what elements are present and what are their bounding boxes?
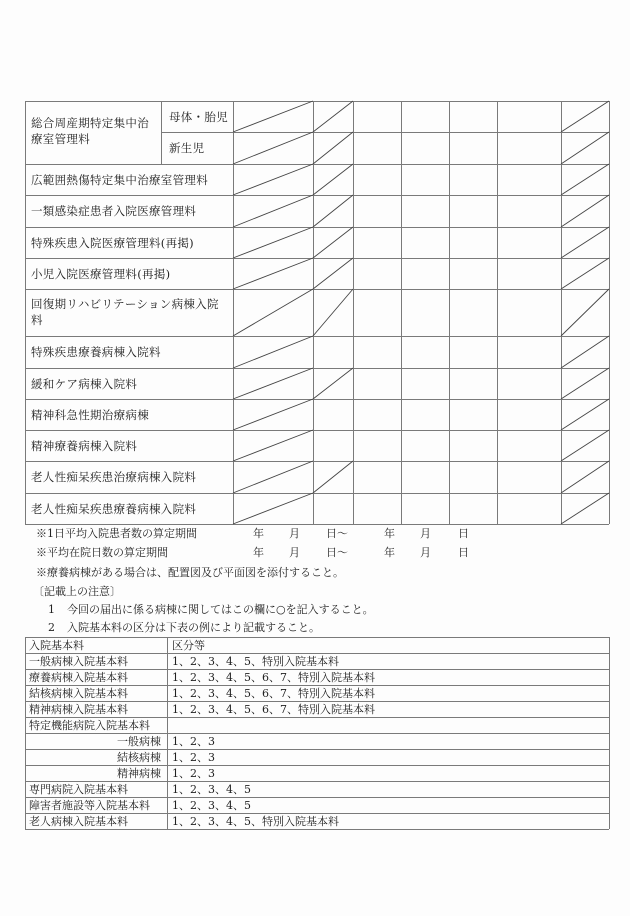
row-divider	[25, 101, 609, 102]
instruction-text: 今回の届出に係る病棟に関してはこの欄に○を記入すること。	[67, 603, 374, 616]
row-label: 精神科急性期治療病棟	[31, 407, 149, 422]
category-value: 1、2、3、4、5、6、7、特別入院基本料	[172, 703, 375, 716]
basic-fee-name: 結核病棟入院基本料	[29, 687, 128, 700]
category-value: 1、2、3、4、5、特別入院基本料	[172, 815, 339, 828]
period-note-label: ※平均在院日数の算定期間	[36, 546, 168, 559]
column-divider	[167, 637, 168, 829]
row-label: 特殊疾患療養病棟入院料	[31, 345, 161, 359]
row-label: 老人性痴呆疾患治療病棟入院料	[31, 470, 197, 484]
row-divider	[25, 430, 609, 431]
row-divider	[25, 733, 609, 734]
basic-fee-name: 障害者施設等入院基本料	[29, 799, 150, 812]
date-unit-label: 年	[384, 546, 395, 559]
date-unit-label: 日	[458, 527, 469, 540]
row-label-perinatal-icu: 総合周産期特定集中治療室管理料	[31, 116, 149, 146]
category-value: 1、2、3、4、5、6、7、特別入院基本料	[172, 671, 375, 684]
row-divider	[25, 258, 609, 259]
date-unit-label: 日〜	[326, 527, 348, 540]
row-divider	[25, 524, 609, 525]
column-divider	[609, 101, 610, 524]
category-value: 1、2、3、4、5、特別入院基本料	[172, 655, 339, 668]
category-value: 1、2、3、4、5	[172, 783, 251, 796]
attachment-note: ※療養病棟がある場合は、配置図及び平面図を添付すること。	[36, 566, 344, 579]
row-sublabel: 母体・胎児	[169, 109, 228, 124]
date-unit-label: 月	[420, 527, 431, 540]
row-divider	[25, 164, 609, 165]
row-label: 回復期リハビリテーション病棟入院料	[31, 297, 219, 327]
row-divider	[25, 461, 609, 462]
basic-fee-name: 老人病棟入院基本料	[29, 815, 128, 828]
category-value: 1、2、3、4、5	[172, 799, 251, 812]
basic-fee-name: 特定機能病院入院基本料	[29, 719, 150, 732]
header-category: 区分等	[172, 639, 205, 652]
row-divider	[25, 637, 609, 638]
row-divider	[25, 749, 609, 750]
row-label: 小児入院医療管理料(再掲)	[31, 266, 171, 281]
date-unit-label: 月	[420, 546, 431, 559]
period-note-label: ※1日平均入院患者数の算定期間	[36, 527, 197, 540]
basic-fee-name: 結核病棟	[117, 751, 161, 764]
basic-fee-name: 一般病棟	[117, 735, 161, 748]
basic-fee-name: 専門病院入院基本料	[29, 783, 128, 796]
date-unit-label: 日〜	[326, 546, 348, 559]
instructions-heading: 〔記載上の注意〕	[33, 585, 121, 598]
basic-fee-name: 一般病棟入院基本料	[29, 655, 128, 668]
row-divider	[25, 765, 609, 766]
column-divider	[609, 637, 610, 829]
date-unit-label: 年	[253, 546, 264, 559]
date-unit-label: 年	[384, 527, 395, 540]
header-basic-fee: 入院基本料	[29, 639, 84, 652]
row-divider	[161, 132, 609, 133]
row-divider	[25, 399, 609, 400]
row-divider	[25, 829, 609, 830]
category-value: 1、2、3	[172, 735, 215, 748]
row-label: 緩和ケア病棟入院料	[31, 376, 138, 391]
date-unit-label: 年	[253, 527, 264, 540]
instruction-number: 2	[48, 621, 55, 634]
category-value: 1、2、3	[172, 767, 215, 780]
instruction-number: 1	[48, 603, 55, 616]
column-divider	[25, 637, 26, 829]
instruction-text: 入院基本料の区分は下表の例により記載すること。	[67, 621, 320, 634]
row-label: 特殊疾患入院医療管理料(再掲)	[31, 235, 194, 250]
row-divider	[25, 195, 609, 196]
basic-fee-name: 療養病棟入院基本料	[29, 671, 128, 684]
date-unit-label: 月	[289, 546, 300, 559]
row-divider	[25, 227, 609, 228]
date-unit-label: 日	[458, 546, 469, 559]
row-divider	[25, 289, 609, 290]
row-sublabel: 新生児	[169, 141, 205, 155]
category-value: 1、2、3、4、5、6、7、特別入院基本料	[172, 687, 375, 700]
row-label: 老人性痴呆疾患療養病棟入院料	[31, 501, 197, 516]
row-divider	[25, 336, 609, 337]
row-divider	[25, 368, 609, 369]
row-label: 精神療養病棟入院料	[31, 438, 138, 453]
row-label: 広範囲熱傷特定集中治療室管理料	[31, 172, 208, 187]
basic-fee-name: 精神病棟	[117, 767, 161, 780]
row-divider	[25, 493, 609, 494]
basic-fee-name: 精神病棟入院基本料	[29, 703, 128, 716]
date-unit-label: 月	[289, 527, 300, 540]
row-label: 一類感染症患者入院医療管理料	[31, 204, 197, 218]
category-value: 1、2、3	[172, 751, 215, 764]
